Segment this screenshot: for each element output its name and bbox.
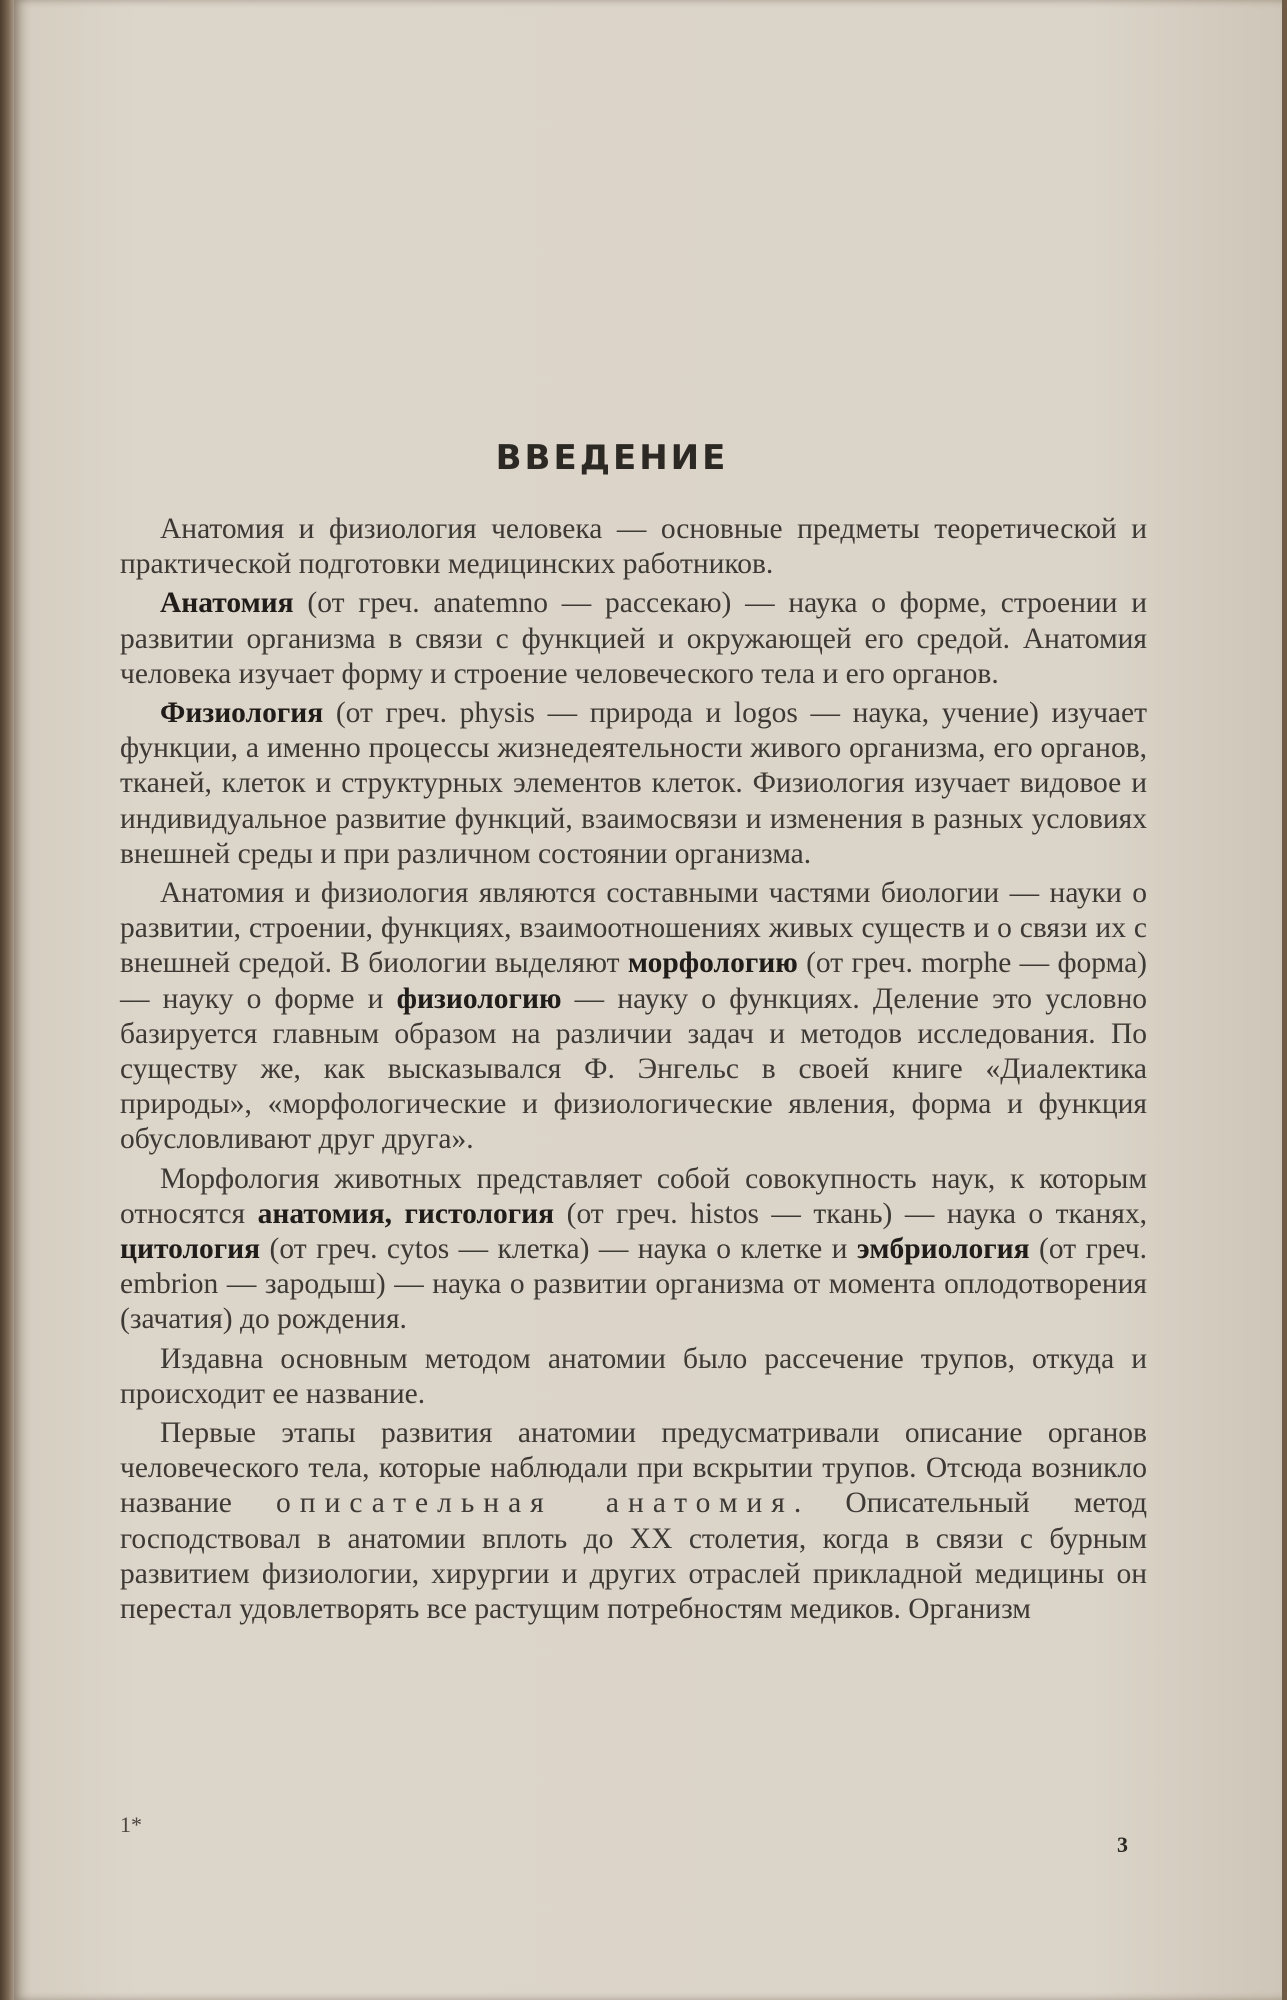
text-run: Анатомия и физиология являются составными частями биологии — науки о развитии, строении, функциях, взаимоотношениях живых существ и о связи их с внешней средой. В биологии выделяют <box>120 877 1147 980</box>
book-spine <box>0 0 14 2000</box>
paragraph <box>120 696 1147 872</box>
chapter-heading: ВВЕДЕНИЕ <box>495 438 729 478</box>
text-run: (от греч. morphe — форма) — науку о форме и <box>120 947 1147 1015</box>
text-run: (от греч. physis — природа и logos — наука, учение) изучает функции, а именно процессы жизнедеятельности живого организма, его органов, тканей, клеток и структурных элементов клеток. Физиология изучает видовое и индивидуальное развитие функций, взаимосвязи и изменения в разных условиях внешней среды и при различном состоянии организма. <box>120 697 1147 870</box>
text-run: (от греч. anatemno — рассекаю) — наука о форме, строении и развитии организма в связи с функцией и окружающей его средой. Анатомия человека изучает форму и строение человеческого тела и его органов. <box>120 587 1147 690</box>
body-text <box>120 512 1147 1631</box>
term-bold: цитология <box>120 1233 261 1266</box>
text-run: Анатомия и физиология человека — основные предметы теоретической и практической подготовки медицинских работников. <box>120 513 1147 581</box>
book-page <box>12 0 1282 2000</box>
term-bold: эмбриология <box>856 1233 1030 1266</box>
paragraph <box>120 1342 1147 1412</box>
text-run: (от греч. embrion — зародыш) — наука о развитии организма от момента оплодотворения (зачатия) до рождения. <box>120 1233 1147 1336</box>
text-run: . Описательный метод господствовал в анатомии вплоть до XX столетия, когда в связи с бурным развитием физиологии, хирургии и других отраслей прикладной медицины он перестал удовлетворять все растущим потребностям медиков. Организм <box>120 1487 1147 1626</box>
paragraph <box>120 586 1147 692</box>
text-run: Морфология животных представляет собой совокупность наук, к которым относятся <box>120 1162 1147 1230</box>
term-bold: физиологию <box>396 982 562 1015</box>
page-number: 3 <box>1117 1832 1128 1857</box>
text-run: (от греч. cytos — клетка) — наука о клетке и <box>260 1233 857 1266</box>
signature-mark: 1* <box>120 1812 142 1837</box>
term-bold: анатомия, гистология <box>257 1197 555 1230</box>
term-bold: морфологию <box>627 947 798 980</box>
paragraph <box>120 512 1147 582</box>
term-bold: Анатомия <box>160 587 294 620</box>
term-spaced: описательная анатомия <box>276 1487 794 1520</box>
text-run: (от греч. histos — ткань) — наука о тканях, <box>554 1197 1147 1230</box>
paragraph <box>120 1162 1147 1338</box>
text-run: — науку о функциях. Деление это условно базируется главным образом на различии задач и методов исследования. По существу же, как высказывался Ф. Энгельс в своей книге «Диалектика природы», «морфологические и физиологические явления, форма и функция обусловливают друг друга». <box>120 982 1147 1156</box>
term-bold: Физиология <box>160 697 324 730</box>
text-run: Издавна основным методом анатомии было рассечение трупов, откуда и происходит ее название. <box>120 1342 1147 1410</box>
text-run: Первые этапы развития анатомии предусматривали описание органов человеческого тела, которые наблюдали при вскрытии трупов. Отсюда возникло название <box>120 1417 1147 1520</box>
paragraph <box>120 1416 1147 1627</box>
paragraph <box>120 876 1147 1158</box>
